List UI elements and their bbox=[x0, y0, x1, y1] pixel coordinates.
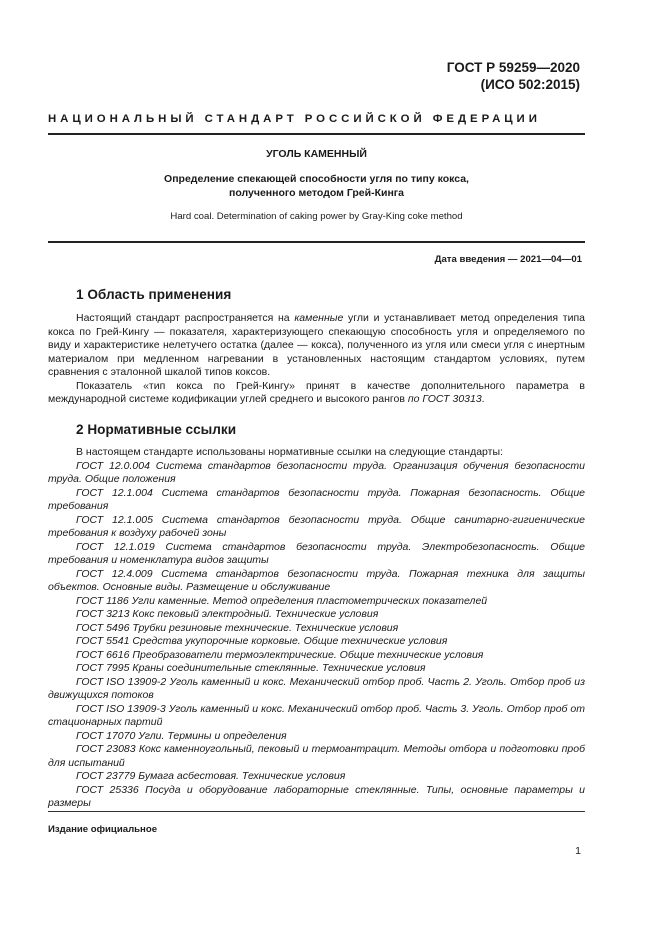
reference-item bbox=[48, 460, 585, 487]
reference-item bbox=[48, 541, 585, 568]
document-title: УГОЛЬ КАМЕННЫЙ bbox=[266, 148, 367, 160]
reference-code: ГОСТ 5496 bbox=[76, 621, 130, 634]
header-divider bbox=[48, 133, 585, 135]
reference-title: Посуда и оборудование лабораторные стеклянные. Типы, основные параметры и размеры bbox=[48, 783, 586, 809]
reference-code: ГОСТ 12.4.009 bbox=[76, 567, 153, 580]
reference-code: ГОСТ 1186 bbox=[76, 594, 129, 607]
reference-item bbox=[48, 784, 585, 811]
reference-code: ГОСТ 25336 bbox=[76, 783, 139, 796]
reference-title: Угли каменные. Метод определения пластометрических показателей bbox=[131, 594, 488, 607]
reference-code: ГОСТ 12.1.005 bbox=[76, 513, 153, 526]
reference-item bbox=[48, 622, 585, 636]
english-title: Hard coal. Determination of caking power by Gray-King coke method bbox=[170, 211, 463, 222]
reference-title: Угли. Термины и определения bbox=[138, 729, 287, 742]
reference-item bbox=[48, 635, 585, 649]
reference-title: Преобразователи термоэлектрические. Общие технические условия bbox=[132, 648, 484, 661]
reference-item bbox=[48, 514, 585, 541]
reference-code: ГОСТ 12.0.004 bbox=[76, 459, 150, 472]
section-1-body bbox=[48, 312, 585, 407]
reference-item bbox=[48, 730, 585, 744]
reference-title: Кокс пековый электродный. Технические условия bbox=[132, 608, 379, 620]
edition-label: Издание официальное bbox=[48, 824, 158, 835]
reference-code: ГОСТ 3213 bbox=[76, 608, 130, 620]
subtitle-line-1: Определение спекающей способности угля по типу кокса, bbox=[164, 173, 469, 185]
reference-item bbox=[48, 649, 585, 663]
reference-code: ГОСТ ISO 13909-3 bbox=[76, 702, 166, 715]
reference-item bbox=[48, 595, 585, 609]
reference-title: Система стандартов безопасности труда. Организация обучения безопасности труда. Общие положения bbox=[48, 459, 585, 485]
reference-code: ГОСТ 12.1.019 bbox=[76, 540, 155, 553]
reference-title: Система стандартов безопасности труда. Общие санитарно-гигиенические требования к воздуху рабочей зоны bbox=[48, 513, 586, 539]
reference-code: ГОСТ ISO 13909-2 bbox=[76, 675, 167, 688]
reference-item bbox=[48, 676, 585, 703]
reference-title: Уголь каменный и кокс. Механический отбор проб. Часть 2. Уголь. Отбор проб из движущихся потоков bbox=[48, 675, 585, 701]
scope-paragraph-2: Показатель «тип кокса по Грей-Кингу» принят в качестве дополнительного параметра в международной системе кодификации углей среднего и высокого рангов по ГОСТ 30313. bbox=[48, 379, 585, 405]
reference-title: Система стандартов безопасности труда. Пожарная техника для защиты объектов. Основные виды. Размещение и обслуживание bbox=[48, 567, 585, 593]
title-divider bbox=[48, 241, 585, 243]
reference-code: ГОСТ 23083 bbox=[76, 743, 136, 755]
reference-code: ГОСТ 23779 bbox=[76, 770, 136, 782]
scope-paragraph-1: Настоящий стандарт распространяется на каменные угли и устанавливает метод определения типа кокса по Грей-Кингу — показателя, характеризующего спекающую способность угля и определяемого по виду и характеристике нелетучего остатка (далее — кокса), полученного из угля или смеси угля с инертным материалом при медленном нагревании в установленных настоящим стандартом условиях, путем сравнения с эталонной шкалой типов коксов. bbox=[48, 312, 585, 378]
footer-divider bbox=[48, 811, 585, 812]
reference-title: Кокс каменноугольный, пековый и термоантрацит. Методы отбора и подготовки проб для испытаний bbox=[48, 743, 586, 769]
reference-title: Трубки резиновые технические. Технические условия bbox=[132, 621, 399, 634]
reference-title: Бумага асбестовая. Технические условия bbox=[138, 770, 346, 782]
reference-code: ГОСТ 5541 bbox=[76, 635, 130, 647]
section-2-heading: 2 Нормативные ссылки bbox=[76, 422, 237, 437]
reference-item bbox=[48, 703, 585, 730]
page-number: 1 bbox=[575, 845, 581, 857]
iso-number: (ИСО 502:2015) bbox=[480, 77, 580, 92]
reference-code: ГОСТ 17070 bbox=[76, 729, 136, 742]
reference-item bbox=[48, 568, 585, 595]
reference-code: ГОСТ 7995 bbox=[76, 662, 130, 674]
reference-item bbox=[48, 662, 585, 676]
normative-references bbox=[48, 446, 585, 811]
reference-item bbox=[48, 770, 585, 784]
document-subtitle bbox=[48, 172, 585, 200]
reference-title: Система стандартов безопасности труда. Электробезопасность. Общие требования и номенклатура видов защиты bbox=[48, 540, 586, 566]
reference-title: Средства укупорочные корковые. Общие технические условия bbox=[132, 635, 448, 647]
introduction-date: Дата введения — 2021—04—01 bbox=[434, 254, 582, 265]
reference-code: ГОСТ 6616 bbox=[76, 648, 130, 661]
reference-code: ГОСТ 12.1.004 bbox=[76, 486, 153, 499]
reference-title: Уголь каменный и кокс. Механический отбор проб. Часть 3. Уголь. Отбор проб от стационарных партий bbox=[48, 702, 586, 728]
national-standard-heading: НАЦИОНАЛЬНЫЙ СТАНДАРТ РОССИЙСКОЙ ФЕДЕРАЦИИ bbox=[48, 113, 541, 125]
reference-item bbox=[48, 487, 585, 514]
reference-item bbox=[48, 608, 585, 622]
reference-list bbox=[48, 460, 585, 811]
subtitle-line-2: полученного методом Грей-Кинга bbox=[228, 187, 404, 199]
reference-item bbox=[48, 743, 585, 770]
standard-number-block bbox=[447, 59, 580, 93]
reference-title: Краны соединительные стеклянные. Технические условия bbox=[132, 662, 426, 674]
references-lead: В настоящем стандарте использованы нормативные ссылки на следующие стандарты: bbox=[76, 446, 503, 458]
reference-title: Система стандартов безопасности труда. Пожарная безопасность. Общие требования bbox=[48, 486, 586, 512]
section-1-heading: 1 Область применения bbox=[76, 287, 232, 302]
standard-number: ГОСТ Р 59259—2020 bbox=[446, 60, 580, 75]
